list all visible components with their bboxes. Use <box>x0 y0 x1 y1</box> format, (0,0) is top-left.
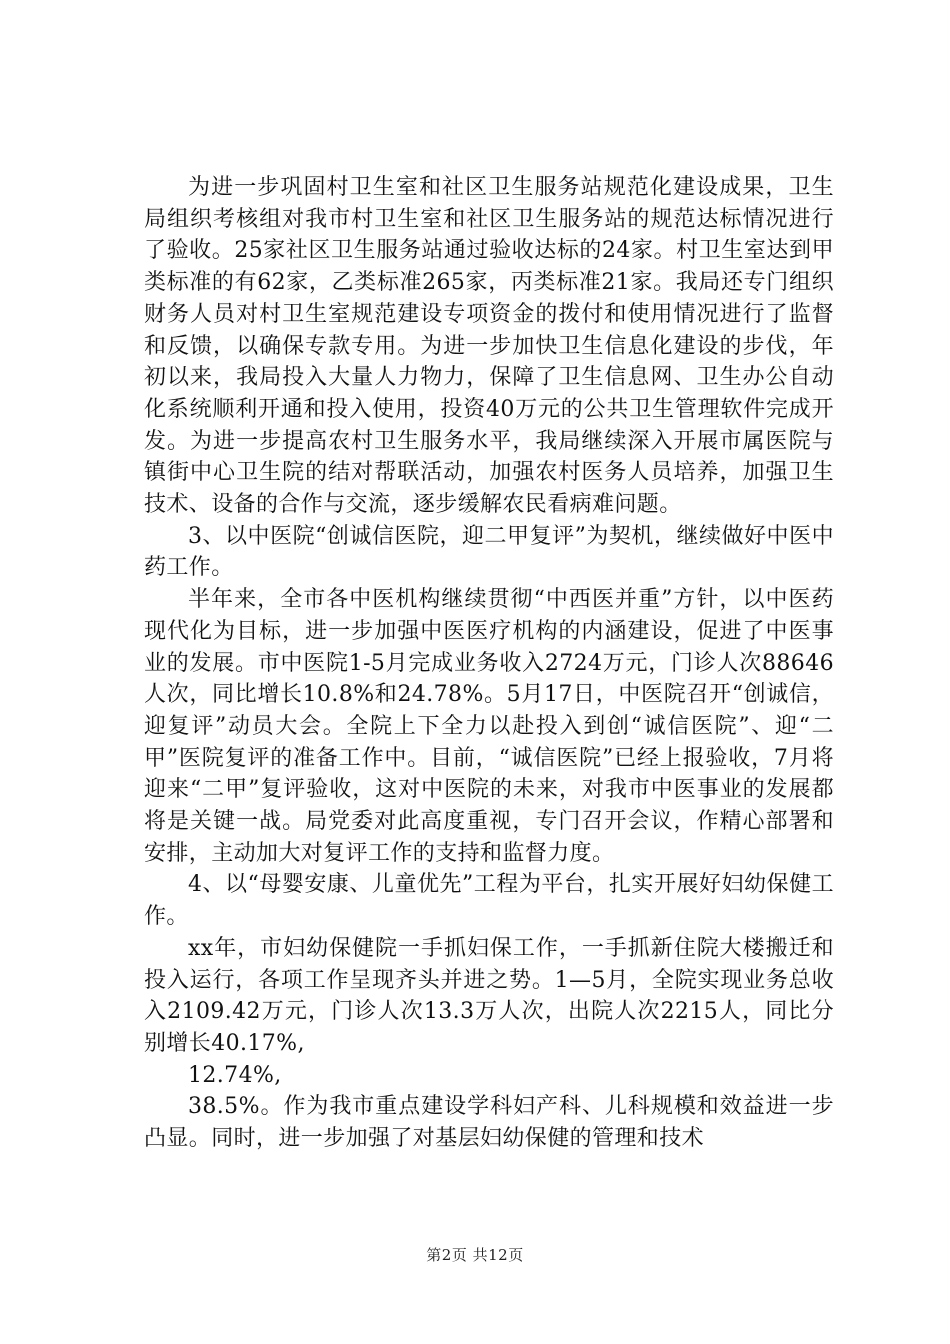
paragraph-maternal-progress: xx年，市妇幼保健院一手抓妇保工作，一手抓新住院大楼搬迁和投入运行，各项工作呈现齐头并进之势。1—5月，全院实现业务总收入2109.42万元，门诊人次13.3万人次，出院人次2215人，同比分别增长40.17%, <box>144 935 834 1056</box>
paragraph-consolidation: 为进一步巩固村卫生室和社区卫生服务站规范化建设成果，卫生局组织考核组对我市村卫生室和社区卫生服务站的规范达标情况进行了验收。25家社区卫生服务站通过验收达标的24家。村卫生室达到甲类标准的有62家，乙类标准265家，丙类标准21家。我局还专门组织财务人员对村卫生室规范建设专项资金的拨付和使用情况进行了监督和反馈，以确保专款专用。为进一步加快卫生信息化建设的步伐，年初以来，我局投入大量人力物力，保障了卫生信息网、卫生办公自动化系统顺利开通和投入使用，投资40万元的公共卫生管理软件完成开发。为进一步提高农村卫生服务水平，我局继续深入开展市属医院与镇街中心卫生院的结对帮联活动，加强农村医务人员培养，加强卫生技术、设备的合作与交流，逐步缓解农民看病难问题。 <box>144 175 834 518</box>
paragraph-heading-maternal: 4、以“母婴安康、儿童优先”工程为平台，扎实开展好妇幼保健工作。 <box>144 872 834 930</box>
page-footer: 第2页 共12页 <box>426 1246 524 1264</box>
paragraph-key-disciplines: 38.5%。作为我市重点建设学科妇产科、儿科规模和效益进一步凸显。同时，进一步加强了对基层妇幼保健的管理和技术 <box>144 1094 834 1152</box>
document-body <box>144 172 834 1155</box>
paragraph-heading-tcm: 3、以中医院“创诚信医院，迎二甲复评”为契机，继续做好中医中药工作。 <box>144 523 834 581</box>
paragraph-tcm-progress: 半年来，全市各中医机构继续贯彻“中西医并重”方针，以中医药现代化为目标，进一步加强中医医疗机构的内涵建设，促进了中医事业的发展。市中医院1-5月完成业务收入2724万元，门诊人次88646人次，同比增长10.8%和24.78%。5月17日，中医院召开“创诚信，迎复评”动员大会。全院上下全力以赴投入到创“诚信医院”、迎“二甲”医院复评的准备工作中。目前，“诚信医院”已经上报验收，7月将迎来“二甲”复评验收，这对中医院的未来，对我市中医事业的发展都将是关键一战。局党委对此高度重视，专门召开会议，作精心部署和安排，主动加大对复评工作的支持和监督力度。 <box>144 587 834 866</box>
paragraph-percent-fragment: 12.74%, <box>188 1062 282 1088</box>
